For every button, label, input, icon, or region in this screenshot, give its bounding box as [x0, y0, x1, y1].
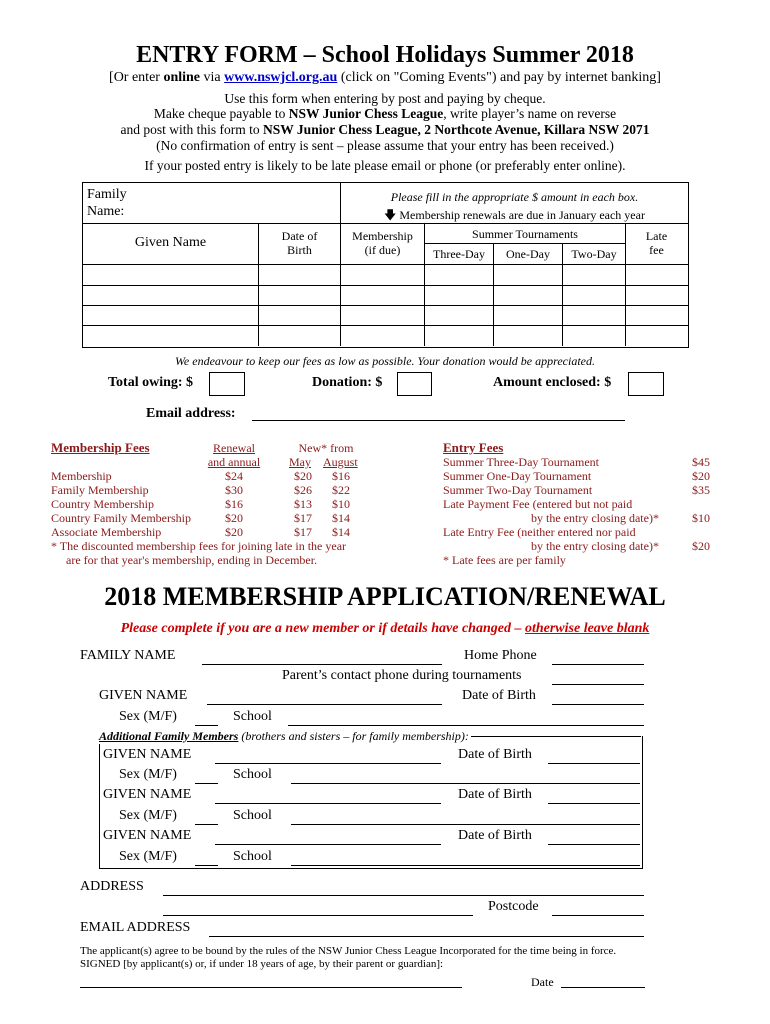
col-dob: Date of Birth: [281, 229, 318, 257]
col-may: May: [289, 455, 311, 469]
given-name-input[interactable]: [207, 704, 442, 705]
given-name-label-3: GIVEN NAME: [103, 787, 192, 802]
dob-input-3[interactable]: [548, 803, 640, 804]
late-entry-label: Late Entry Fee (neither entered nor paid: [443, 525, 636, 539]
school-label-3: School: [233, 808, 272, 823]
online-entry-line: [Or enter online via www.nswjcl.org.au (click on "Coming Events") and pay by internet banking]: [109, 70, 661, 85]
total-owing-label: Total owing: $: [108, 375, 194, 390]
col-late-fee: Late fee: [645, 229, 668, 257]
school-input[interactable]: [288, 725, 644, 726]
given-name-input-2[interactable]: [215, 763, 441, 764]
late-entry-label-2: by the entry closing date)*: [531, 539, 659, 553]
sex-input-3[interactable]: [195, 824, 218, 825]
fees-note: We endeavour to keep our fees as low as possible. Your donation would be appreciated.: [175, 354, 595, 368]
agreement-text: The applicant(s) agree to be bound by the rules of the NSW Junior Chess League Incorporated for the time being in force.: [80, 945, 617, 957]
dob-label-3: Date of Birth: [458, 787, 532, 802]
sex-label: Sex (M/F): [119, 709, 177, 724]
membership-app-title: 2018 MEMBERSHIP APPLICATION/RENEWAL: [104, 582, 666, 611]
fill-note: Please fill in the appropriate $ amount in each box.: [390, 190, 639, 204]
table-row: [82, 285, 688, 286]
home-phone-input[interactable]: [552, 664, 644, 665]
donation-label: Donation: $: [312, 375, 383, 390]
late-payment-label-2: by the entry closing date)*: [531, 511, 659, 525]
website-link[interactable]: www.nswjcl.org.au: [224, 70, 338, 85]
school-input-3[interactable]: [291, 824, 640, 825]
dob-input[interactable]: [552, 704, 644, 705]
email-label: Email address:: [146, 406, 236, 421]
name-label: Name:: [87, 204, 125, 219]
late-entry-value: $20: [692, 539, 710, 553]
donation-input[interactable]: [397, 372, 432, 396]
post-address-line: and post with this form to NSW Junior Chess League, 2 Northcote Avenue, Killara NSW 2071: [120, 122, 650, 137]
parent-phone-label: Parent’s contact phone during tournaments: [282, 668, 522, 683]
dob-input-2[interactable]: [548, 763, 640, 764]
signed-text: SIGNED [by applicant(s) or, if under 18 years of age, by their parent or guardian]:: [80, 958, 444, 970]
col-august: August: [323, 455, 358, 469]
col-summer-tournaments: Summer Tournaments: [472, 227, 578, 241]
col-one-day: One-Day: [506, 247, 550, 261]
address-input[interactable]: [163, 895, 644, 896]
col-given-name: Given Name: [134, 235, 207, 250]
entry-rows[interactable]: [82, 264, 689, 348]
late-payment-value: $10: [692, 511, 710, 525]
email-address-input[interactable]: [209, 936, 644, 937]
additional-members-label: Additional Family Members (brothers and sisters – for family membership):: [99, 729, 469, 743]
renewal-note: 🡇 Membership renewals are due in January each year: [384, 208, 645, 222]
school-label: School: [233, 709, 272, 724]
col-membership: Membership (if due): [352, 229, 413, 257]
membership-fees-heading: Membership Fees: [51, 440, 150, 455]
sex-label-3: Sex (M/F): [119, 808, 177, 823]
amount-enclosed-input[interactable]: [628, 372, 664, 396]
school-label-4: School: [233, 849, 272, 864]
postcode-input[interactable]: [552, 915, 644, 916]
given-name-input-4[interactable]: [215, 844, 441, 845]
dob-label: Date of Birth: [462, 688, 536, 703]
late-entry-note: If your posted entry is likely to be late please email or phone (or preferably enter online).: [144, 158, 626, 173]
given-name-label: GIVEN NAME: [99, 688, 188, 703]
given-name-input-3[interactable]: [215, 803, 441, 804]
fee-two-day-value: $35: [692, 483, 710, 497]
col-three-day: Three-Day: [433, 247, 485, 261]
dob-label-4: Date of Birth: [458, 828, 532, 843]
given-name-label-4: GIVEN NAME: [103, 828, 192, 843]
family-label: Family: [87, 187, 127, 202]
school-input-2[interactable]: [291, 783, 640, 784]
arrow-down-icon: 🡇: [384, 208, 397, 222]
email-input[interactable]: [252, 420, 625, 421]
email-address-label: EMAIL ADDRESS: [80, 920, 191, 935]
instruction-line: Use this form when entering by post and paying by cheque.: [224, 91, 546, 106]
signature-input[interactable]: [80, 987, 462, 988]
date-input[interactable]: [561, 987, 645, 988]
confirmation-note: (No confirmation of entry is sent – please assume that your entry has been received.): [156, 138, 614, 153]
sex-label-2: Sex (M/F): [119, 767, 177, 782]
dob-input-4[interactable]: [548, 844, 640, 845]
sex-input-2[interactable]: [195, 783, 218, 784]
table-row: [82, 325, 688, 326]
dob-label-2: Date of Birth: [458, 747, 532, 762]
parent-phone-input[interactable]: [552, 684, 644, 685]
membership-app-subtitle: Please complete if you are a new member or if details have changed – otherwise leave blank: [120, 621, 650, 636]
home-phone-label: Home Phone: [464, 648, 537, 663]
postcode-label: Postcode: [488, 899, 539, 914]
col-new: New* from: [298, 441, 354, 455]
late-payment-label: Late Payment Fee (entered but not paid: [443, 497, 633, 511]
date-label: Date: [531, 975, 554, 989]
membership-note-1: * The discounted membership fees for joining late in the year: [51, 539, 347, 553]
cheque-line: Make cheque payable to NSW Junior Chess League, write player’s name on reverse: [153, 106, 617, 121]
sex-input-4[interactable]: [195, 865, 218, 866]
table-row: [82, 305, 688, 306]
fee-one-day-label: Summer One-Day Tournament: [443, 469, 592, 483]
fee-two-day-label: Summer Two-Day Tournament: [443, 483, 593, 497]
col-two-day: Two-Day: [571, 247, 617, 261]
amount-enclosed-label: Amount enclosed: $: [493, 375, 612, 390]
school-label-2: School: [233, 767, 272, 782]
col-renewal: Renewal and annual: [207, 441, 261, 469]
entry-fees-heading: Entry Fees: [443, 440, 504, 455]
late-fees-note: * Late fees are per family: [443, 553, 566, 567]
total-owing-input[interactable]: [209, 372, 245, 396]
family-name-input[interactable]: [202, 664, 442, 665]
fee-three-day-label: Summer Three-Day Tournament: [443, 455, 600, 469]
membership-note-2: are for that year's membership, ending in December.: [66, 553, 318, 567]
sex-input[interactable]: [195, 725, 218, 726]
address-label: ADDRESS: [80, 879, 144, 894]
address-input-2[interactable]: [163, 915, 473, 916]
given-name-label-2: GIVEN NAME: [103, 747, 192, 762]
fee-three-day-value: $45: [692, 455, 710, 469]
form-title: ENTRY FORM – School Holidays Summer 2018: [136, 42, 634, 68]
school-input-4[interactable]: [291, 865, 640, 866]
family-name-label: FAMILY NAME: [80, 648, 176, 663]
fee-one-day-value: $20: [692, 469, 710, 483]
sex-label-4: Sex (M/F): [119, 849, 177, 864]
